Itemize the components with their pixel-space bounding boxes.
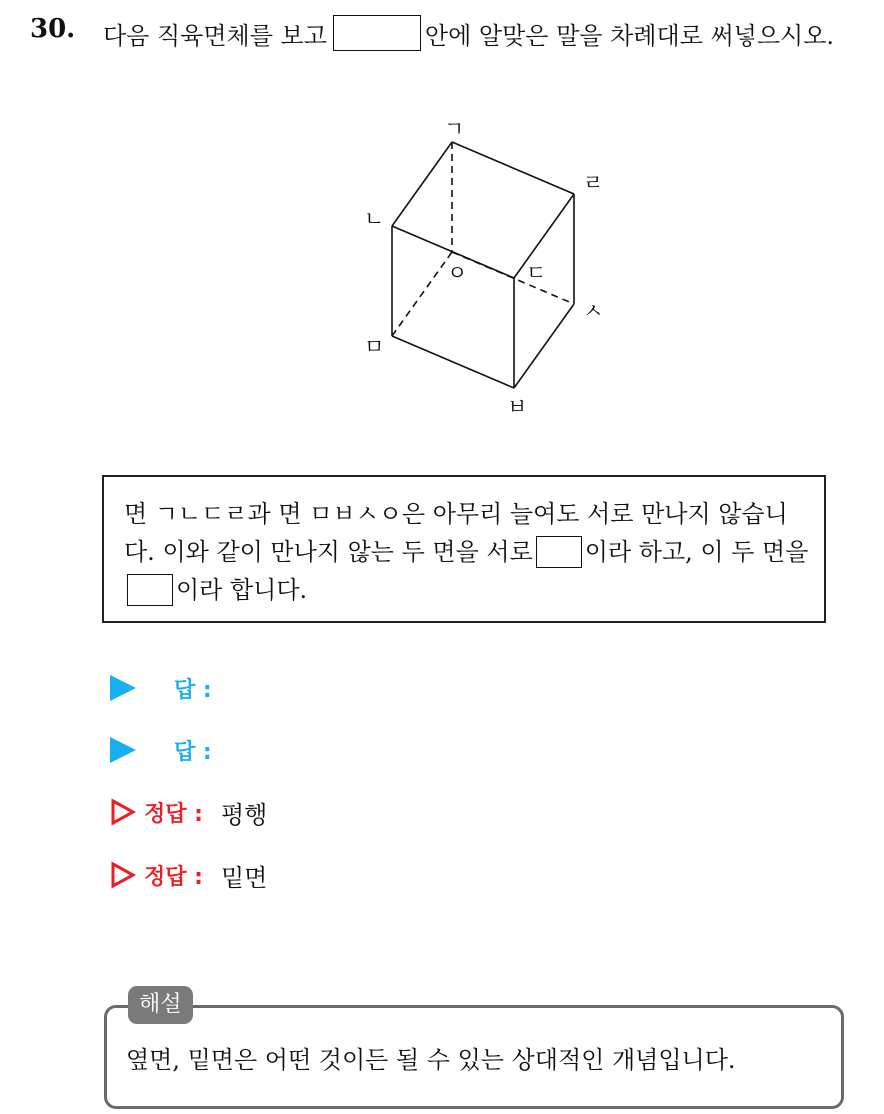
cuboid-figure (340, 118, 620, 424)
edge-gn (392, 142, 452, 226)
explanation-text: 옆면, 밑면은 어떤 것이든 될 수 있는 상대적인 개념입니다. (126, 1046, 736, 1074)
correct-answer-value: 평행 (220, 800, 268, 829)
vertex-label-front-right: ㄷ (526, 261, 547, 285)
question-text (103, 15, 834, 51)
vertex-label-bottom-left: ㅁ (364, 335, 385, 359)
answer-label: 답 : (174, 677, 212, 703)
statement-blank-2 (127, 574, 173, 606)
statement-part-1: 면 ㄱㄴㄷㄹ과 면 ㅁㅂㅅㅇ은 아무리 늘여도 서로 만나지 않습니다. 이와 같이 만나지 않는 두 면을 서로 (124, 500, 788, 566)
question-blank-box (333, 15, 421, 51)
answer-label: 답 : (174, 739, 212, 765)
correct-answer-label: 정답 : (144, 864, 203, 890)
question-text-after: 안에 알맞은 말을 차례대로 써넣으시오. (424, 21, 835, 50)
question-text-before: 다음 직육면체를 보고 (103, 21, 327, 50)
correct-answer-row-1 (110, 792, 267, 832)
question-number: 30. (30, 14, 76, 44)
vertex-label-hidden: ㅇ (447, 261, 468, 285)
edge-bs (514, 304, 574, 388)
correct-answer-row-2 (110, 855, 267, 895)
edge-gl (452, 142, 574, 194)
correct-answer-label: 정답 : (144, 801, 203, 827)
answer-row-2 (110, 730, 212, 770)
play-icon (110, 737, 136, 763)
play-outline-icon (110, 798, 136, 826)
vertex-label-bottom-right: ㅅ (583, 299, 604, 323)
statement-box (102, 475, 826, 623)
play-icon (110, 675, 136, 701)
play-outline-icon (110, 861, 136, 889)
statement-part-3: 이라 합니다. (176, 576, 308, 604)
statement-text (124, 495, 810, 609)
statement-blank-1 (536, 536, 582, 568)
correct-answer-value: 밑면 (220, 863, 268, 892)
vertex-label-right: ㄹ (583, 171, 604, 195)
edge-mo-hidden (392, 252, 452, 336)
edge-mb (392, 336, 514, 388)
vertex-label-bottom: ㅂ (507, 395, 528, 419)
answer-row-1 (110, 668, 212, 708)
vertex-label-left: ㄴ (364, 207, 385, 231)
statement-part-2: 이라 하고, 이 두 면을 (584, 538, 809, 566)
vertex-label-top: ㄱ (444, 118, 465, 141)
explanation-tag: 해설 (128, 986, 193, 1024)
